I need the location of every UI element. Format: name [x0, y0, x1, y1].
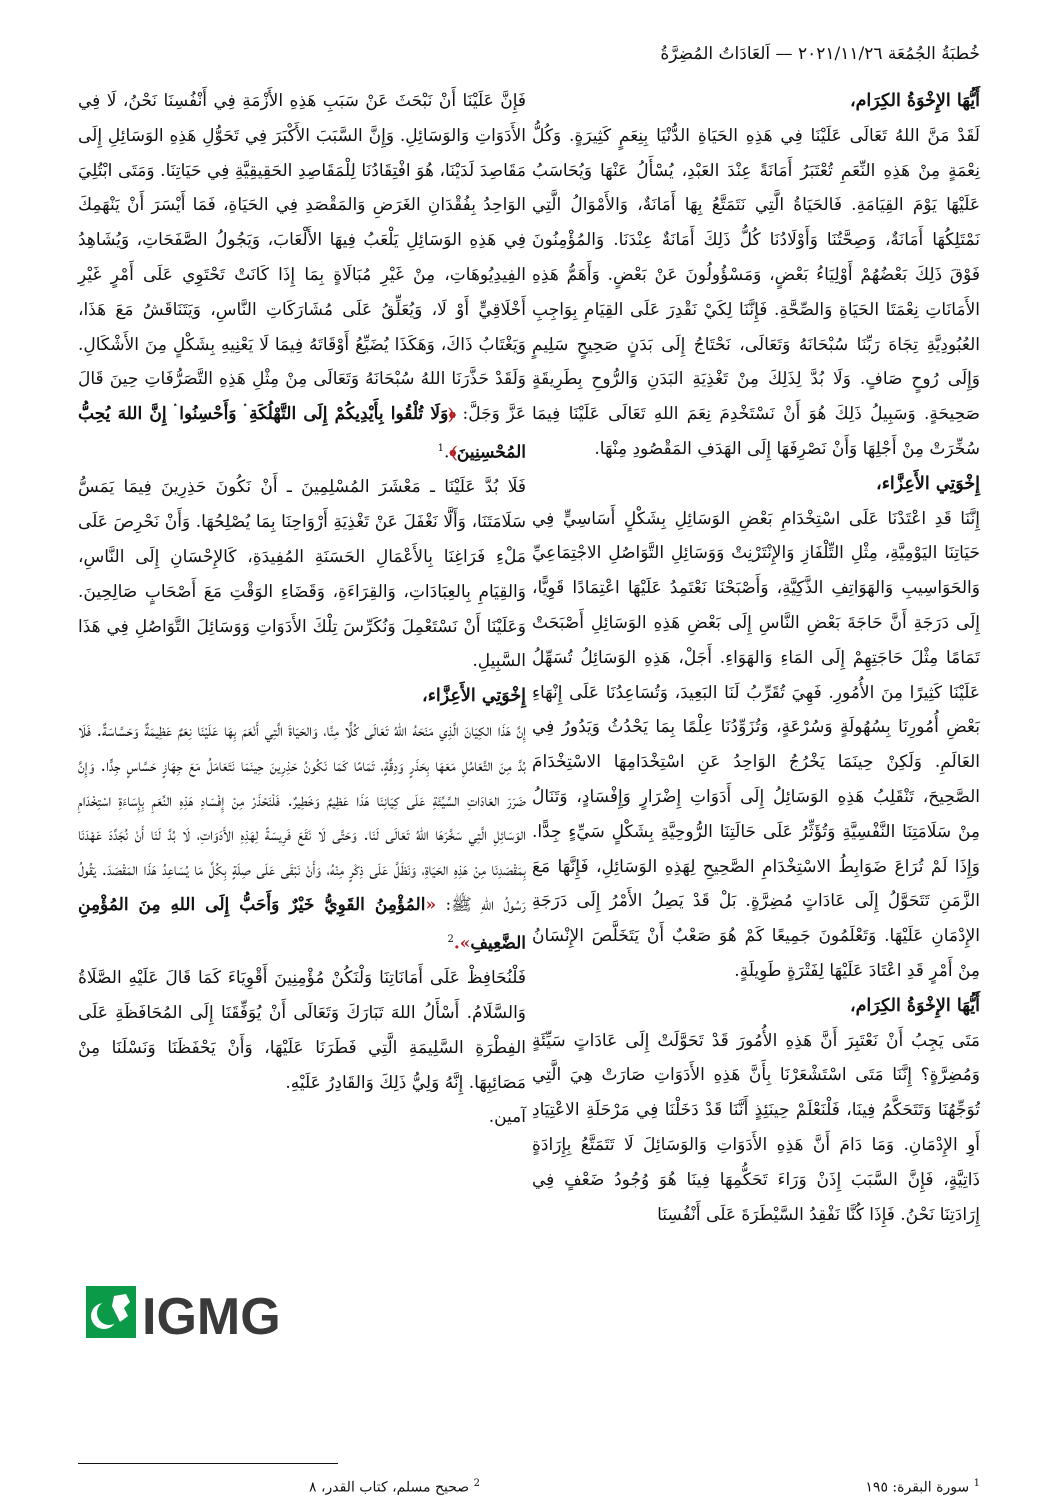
paragraph-text: فَإِنَّ عَلَيْنَا أَنْ نَبْحَثَ عَنْ سَبَبِ هَذِهِ الأَزْمَةِ فِي أَنْفُسِنَا نَحْنُ، لَا فِي الأَدَوَاتِ وَالوَسَائِلِ. وَإِنَّ السَّبَبَ الأَكْبَرَ فِي تَحَوُّلِ هَذِهِ الوَسَائِلِ إِلَى مَقَاصِدَ لَدَيْنَا، هُوَ افْتِقَادُنَا لِلْمَقَاصِدِ الحَقِيقِيَّةِ فِي حَيَاتِنَا. وَمَتَى ابْتُلِيَ الوَاحِدُ بِفُقْدَانِ الغَرَضِ وَالمَقْصَدِ فِي الحَيَاةِ، فَمَا أَيْسَرَ أَنْ يَنْهَمِكَ فِي هَذِهِ الوَسَائِلِ يَلْعَبُ فِيهَا الأَلْعَابَ، وَيَجُولُ الصَّفَحَاتِ، وَيُشَاهِدُ الفِيدِيُوهَاتِ، مِنْ غَيْرِ مُبَالَاةٍ بِمَا إِذَا كَانَتْ تَحْتَوِي عَلَى أَمْرٍ غَيْرِ أَخْلَاقِيٍّ أَوْ لَا، وَيُعَلِّقُ عَلَى مُشَارَكَاتِ النَّاسِ، وَيَتَنَاقَشُ مَعَ هَذَا، وَيَغْتَابُ ذَاكَ، وَهَكَذَا يُضَيِّعُ أَوْقَاتَهُ فِيمَا لَا يَعْنِيهِ بِشَكْلٍ مِنَ الأَشْكَالِ. وَلَقَدْ حَذَّرَنَا اللهُ سُبْحَانَهُ وَتَعَالَى مِنْ مِثْلِ هَذِهِ التَّصَرُّفَاتِ حِينَ قَالَ عَزَّ وَجَلَّ: [78, 91, 527, 425]
paragraph: فَإِنَّ عَلَيْنَا أَنْ نَبْحَثَ عَنْ سَبَبِ هَذِهِ الأَزْمَةِ فِي أَنْفُسِنَا نَحْنُ، لَا فِي الأَدَوَاتِ وَالوَسَائِلِ. وَإِنَّ السَّبَبَ الأَكْبَرَ فِي تَحَوُّلِ هَذِهِ الوَسَائِلِ إِلَى مَقَاصِدَ لَدَيْنَا، هُوَ افْتِقَادُنَا لِلْمَقَاصِدِ الحَقِيقِيَّةِ فِي حَيَاتِنَا. وَمَتَى ابْتُلِيَ الوَاحِدُ بِفُقْدَانِ الغَرَضِ وَالمَقْصَدِ فِي الحَيَاةِ، فَمَا أَيْسَرَ أَنْ يَنْهَمِكَ فِي هَذِهِ الوَسَائِلِ يَلْعَبُ فِيهَا الأَلْعَابَ، وَيَجُولُ الصَّفَحَاتِ، وَيُشَاهِدُ الفِيدِيُوهَاتِ، مِنْ غَيْرِ مُبَالَاةٍ بِمَا إِذَا كَانَتْ تَحْتَوِي عَلَى أَمْرٍ غَيْرِ أَخْلَاقِيٍّ أَوْ لَا، وَيُعَلِّقُ عَلَى مُشَارَكَاتِ النَّاسِ، وَيَتَنَاقَشُ مَعَ هَذَا، وَيَغْتَابُ ذَاكَ، وَهَكَذَا يُضَيِّعُ أَوْقَاتَهُ فِيمَا لَا يَعْنِيهِ بِشَكْلٍ مِنَ الأَشْكَالِ. وَلَقَدْ حَذَّرَنَا اللهُ سُبْحَانَهُ وَتَعَالَى مِنْ مِثْلِ هَذِهِ التَّصَرُّفَاتِ حِينَ قَالَ عَزَّ وَجَلَّ: ﴿وَلَا تُلْقُوا بِأَيْدِيكُمْ إِلَى التَّهْلُكَةِ ۛ وَأَحْسِنُوا ۛ إِنَّ اللهَ يُحِبُّ المُحْسِنِينَ﴾.$^1$ [78, 91, 527, 463]
section-heading: أَيُّهَا الإِخْوَةُ الكِرَام، [849, 995, 980, 1016]
footnote-ref: 1 [437, 442, 444, 454]
paragraph-text: إِنَّ هَذَا الكِيَانَ الَّذِي مَنَحَهُ اللهُ تَعَالَى كُلًّا مِنَّا، وَالحَيَاةَ الَّتِي أَنْعَمَ بِهَا عَلَيْنَا نِعَمٌ عَظِيمَةٌ وَحَسَّاسَةٌ. فَلَا بُدَّ مِنَ التَّعَامُلِ مَعَهَا بِحَذَرٍ وَدِقَّةٍ، تَمَامًا كَمَا نَكُونُ حَذِرِينَ حِينَمَا نَتَعَامَلُ مَعَ جِهَازٍ حَسَّاسٍ جِدًّا. وَإِنَّ ضَرَرَ العَادَاتِ السَّيِّئَةِ عَلَى كِيَانِنَا هَذَا عَظِيمٌ وَخَطِيرٌ. فَلْنَحْذَرْ مِنْ إِفْسَادِ هَذِهِ النِّعَمِ بِإِسَاءَةِ اسْتِخْدَامِ الوَسَائِلِ الَّتِي سَخَّرَهَا اللهُ تَعَالَى لَنَا. وَحَتَّى لَا نَقَعَ فَرِيسَةً لِهَذِهِ الأَدَوَاتِ، لَا بُدَّ لَنَا أَنْ نُجَدِّدَ عَهْدَنَا بِمَقْصَدِنَا مِنْ هَذِهِ الحَيَاةِ، وَنَظَلَّ عَلَى ذِكْرٍ مِنْهُ، وَأَنْ نَبْقَى عَلَى صِلَةٍ بِكُلِّ مَا يُسَاعِدُ هَذَا المَقْصَدَ. يَقُولُ رَسُولُ اللهِ ﷺ: [78, 721, 527, 915]
footnote-divider [78, 1463, 338, 1464]
quran-verse: وَلَا تُلْقُوا بِأَيْدِيكُمْ إِلَى التَّهْلُكَةِ ۛ وَأَحْسِنُوا ۛ إِنَّ اللهَ يُحِبُّ المُحْسِنِينَ [78, 404, 526, 463]
footnote [309, 1478, 480, 1496]
closing-line: آمين. [488, 1107, 526, 1128]
footnote [865, 1478, 980, 1496]
section-heading: إِخْوَتِي الأَعِزَّاء، [876, 473, 980, 494]
igmg-logo [86, 1282, 306, 1342]
paragraph: لَقَدْ مَنَّ اللهُ تَعَالَى عَلَيْنَا فِي هَذِهِ الحَيَاةِ الدُّنْيَا بِنِعَمٍ كَثِيرَةٍ. وَكُلُّ نِعْمَةٍ مِنْ هَذِهِ النِّعَمِ تُعْتَبَرُ أَمَانَةً عِنْدَ العَبْدِ، يُسْأَلُ عَنْهَا وَيُحَاسَبُ عَلَيْهَا يَوْمَ القِيَامَةِ. فَالحَيَاةُ الَّتِي نَتَمَتَّعُ بِهَا أَمَانَةٌ، وَالأَمْوَالُ الَّتِي نَمْتَلِكُهَا أَمَانَةٌ، وَصِحَّتُنَا وَأَوْلَادُنَا كُلُّ ذَلِكَ أَمَانَةٌ عِنْدَنَا. وَالمُؤْمِنُونَ فَوْقَ ذَلِكَ بَعْضُهُمْ أَوْلِيَاءُ بَعْضٍ، وَمَسْؤُولُونَ عَنْ بَعْضٍ. وَأَهَمُّ هَذِهِ الأَمَانَاتِ نِعْمَتَا الحَيَاةِ وَالصِّحَّةِ. فَإِنَّنَا لِكَيْ نَقْدِرَ عَلَى القِيَامِ بِوَاجِبِ العُبُودِيَّةِ تِجَاهَ رَبِّنَا سُبْحَانَهُ وَتَعَالَى، نَحْتَاجُ إِلَى بَدَنٍ صَحِيحٍ سَلِيمٍ وَإِلَى رُوحٍ صَافٍ. وَلَا بُدَّ لِذَلِكَ مِنْ تَغْذِيَةِ البَدَنِ وَالرُّوحِ بِطَرِيقَةٍ صَحِيحَةٍ. وَسَبِيلُ ذَلِكَ هُوَ أَنْ نَسْتَخْدِمَ نِعَمَ اللهِ تَعَالَى عَلَيْنَا فِيمَا سُخِّرَتْ مِنْ أَجْلِهَا وَأَنْ نَصْرِفَهَا إِلَى الهَدَفِ المَقْصُودِ مِنْهَا. [532, 125, 980, 459]
paragraph: مَتَى يَجِبُ أَنْ نَعْتَبِرَ أَنَّ هَذِهِ الأُمُورَ قَدْ تَحَوَّلَتْ إِلَى عَادَاتٍ سَيِّئَةٍ وَمُضِرَّةٍ؟ إِنَّنَا مَتَى اسْتَشْعَرْنَا بِأَنَّ هَذِهِ الأَدَوَاتِ صَارَتْ هِيَ الَّتِي تُوَجِّهُنَا وَتَتَحَكَّمُ فِينَا، فَلْنَعْلَمْ حِينَئِذٍ أَنَّنَا قَدْ دَخَلْنَا فِي مَرْحَلَةِ الاعْتِيَادِ أَوِ الإِدْمَانِ. وَمَا دَامَ أَنَّ هَذِهِ الأَدَوَاتِ وَالوَسَائِلَ لَا تَتَمَتَّعُ بِإِرَادَةٍ ذَاتِيَّةٍ، فَإِنَّ السَّبَبَ إِذَنْ وَرَاءَ تَحَكُّمِهَا فِينَا هُوَ وُجُودُ ضَعْفٍ فِي إِرَادَتِنَا نَحْنُ. فَإِذَا كُنَّا نَفْقِدُ السَّيْطَرَةَ عَلَى أَنْفُسِنَا [532, 1030, 980, 1225]
paragraph: إِنَّنَا قَدِ اعْتَدْنَا عَلَى اسْتِخْدَامِ بَعْضِ الوَسَائِلِ بِشَكْلٍ أَسَاسِيٍّ فِي حَيَاتِنَا اليَوْمِيَّةِ، مِثْلِ التِّلْفَازِ وَالإِنْتَرْنِتْ وَوَسَائِلِ التَّوَاصُلِ الاجْتِمَاعِيِّ وَالحَوَاسِيبِ وَالهَوَاتِفِ الذَّكِيَّةِ، وَأَصْبَحْنَا نَعْتَمِدُ عَلَيْهَا اعْتِمَادًا قَوِيًّا، إِلَى دَرَجَةِ أَنَّ حَاجَةَ بَعْضِ النَّاسِ إِلَى بَعْضِ هَذِهِ الوَسَائِلِ أَصْبَحَتْ تَمَامًا مِثْلَ حَاجَتِهِمْ إِلَى المَاءِ وَالهَوَاءِ. أَجَلْ، هَذِهِ الوَسَائِلُ تُسَهِّلُ عَلَيْنَا كَثِيرًا مِنَ الأُمُورِ. فَهِيَ تُقَرِّبُ لَنَا البَعِيدَ، وَتُسَاعِدُنَا عَلَى إِنْهَاءِ بَعْضِ أُمُورِنَا بِسُهُولَةٍ وَسُرْعَةٍ، وَتُزَوِّدُنَا عِلْمًا بِمَا يَحْدُثُ وَيَدُورُ فِي العَالَمِ. وَلَكِنْ حِينَمَا يَخْرُجُ الوَاحِدُ عَنِ اسْتِخْدَامِهَا الاسْتِخْدَامَ الصَّحِيحَ، تَنْقَلِبُ هَذِهِ الوَسَائِلُ إِلَى أَدَوَاتِ إِضْرَارٍ وَإِفْسَادٍ، وَتَنَالُ مِنْ سَلَامَتِنَا النَّفْسِيَّةِ وَتُؤَثِّرُ عَلَى حَالَتِنَا الرُّوحِيَّةِ بِشَكْلٍ سَيِّءٍ جِدًّا. وَإِذَا لَمْ تُرَاعَ ضَوَابِطُ الاسْتِخْدَامِ الصَّحِيحِ لِهَذِهِ الوَسَائِلِ، فَإِنَّهَا مَعَ الزَّمَنِ تَتَحَوَّلُ إِلَى عَادَاتٍ مُضِرَّةٍ. بَلْ قَدْ يَصِلُ الأَمْرُ إِلَى دَرَجَةِ الإِدْمَانِ عَلَيْهَا. وَتَعْلَمُونَ جَمِيعًا كَمْ هُوَ صَعْبٌ أَنْ يَتَخَلَّصَ الإِنْسَانُ مِنْ أَمْرٍ قَدِ اعْتَادَ عَلَيْهَا لِفَتْرَةٍ طَوِيلَةٍ. [532, 508, 981, 981]
footnotes [78, 1478, 980, 1498]
footnote-text: صحيح مسلم، كتاب القدر، ٨ [308, 1479, 470, 1496]
page-header: خُطبَةُ الجُمُعَة ٢٠٢١/١١/٢٦ — اَلعَادَاتُ المُضِرَّةُ [660, 44, 980, 64]
hadith-quote-close: ». [453, 933, 471, 954]
footnote-ref: 2 [447, 933, 454, 945]
logo-wordmark: IGMG [142, 1288, 281, 1342]
section-heading: إِخْوَتِي الأَعِزَّاء، [422, 686, 526, 707]
paragraph: فَلَا بُدَّ عَلَيْنَا ـ مَعْشَرَ المُسْلِمِينَ ـ أَنْ نَكُونَ حَذِرِينَ فِيمَا يَمَسُّ سَلَامَتَنَا، وَأَلَّا نَغْفَلَ عَنْ تَغْذِيَةِ أَرْوَاحِنَا بِمَا يُصْلِحُهَا. وَأَنْ نَحْرِصَ عَلَى مَلْءِ فَرَاغِنَا بِالأَعْمَالِ الحَسَنَةِ المُفِيدَةِ، كَالإِحْسَانِ إِلَى النَّاسِ، وَالقِيَامِ بِالعِبَادَاتِ، وَالقِرَاءَةِ، وَقَضَاءِ الوَقْتِ مَعَ أَصْحَابٍ صَالِحِينَ. وَعَلَيْنَا أَنْ نَسْتَعْمِلَ وَنُكَرِّسَ تِلْكَ الأَدَوَاتِ وَوَسَائِلَ التَّوَاصُلِ فِي هَذَا السَّبِيلِ. [78, 477, 526, 672]
hadith-text: المُؤْمِنُ القَوِيُّ خَيْرٌ وَأَحَبُّ إِلَى اللهِ مِنَ المُؤْمِنِ الضَّعِيفِ [78, 894, 526, 954]
paragraph: فَلْنُحَافِظْ عَلَى أَمَانَاتِنَا وَلْنَكُنْ مُؤْمِنِينَ أَقْوِيَاءَ كَمَا قَالَ عَلَيْهِ الصَّلَاةُ وَالسَّلَامُ. أَسْأَلُ اللهَ تَبَارَكَ وَتَعَالَى أَنْ يُوَفِّقَنَا إِلَى المُحَافَظَةِ عَلَى الفِطْرَةِ السَّلِيمَةِ الَّتِي فَطَرَنَا عَلَيْهَا، وَأَنْ يَحْفَظَنَا وَنَسْلَنَا مِنْ مَصَائِبِهَا. إِنَّهُ وَلِيُّ ذَلِكَ وَالقَادِرُ عَلَيْهِ. [78, 968, 526, 1093]
footnote-number: 1 [973, 1478, 980, 1489]
footnote-number: 2 [473, 1478, 480, 1489]
hadith-quote-open: « [425, 894, 437, 915]
quran-bracket-open: ﴿ [448, 404, 456, 425]
footnote-text: سورة البقرة: ١٩٥ [865, 1479, 970, 1496]
section-heading: أَيُّهَا الإِخْوَةُ الكِرَام، [849, 91, 980, 111]
paragraph [78, 714, 526, 961]
right-column [532, 84, 980, 1232]
left-column [78, 84, 526, 1135]
quran-bracket-close: ﴾ [449, 442, 457, 463]
